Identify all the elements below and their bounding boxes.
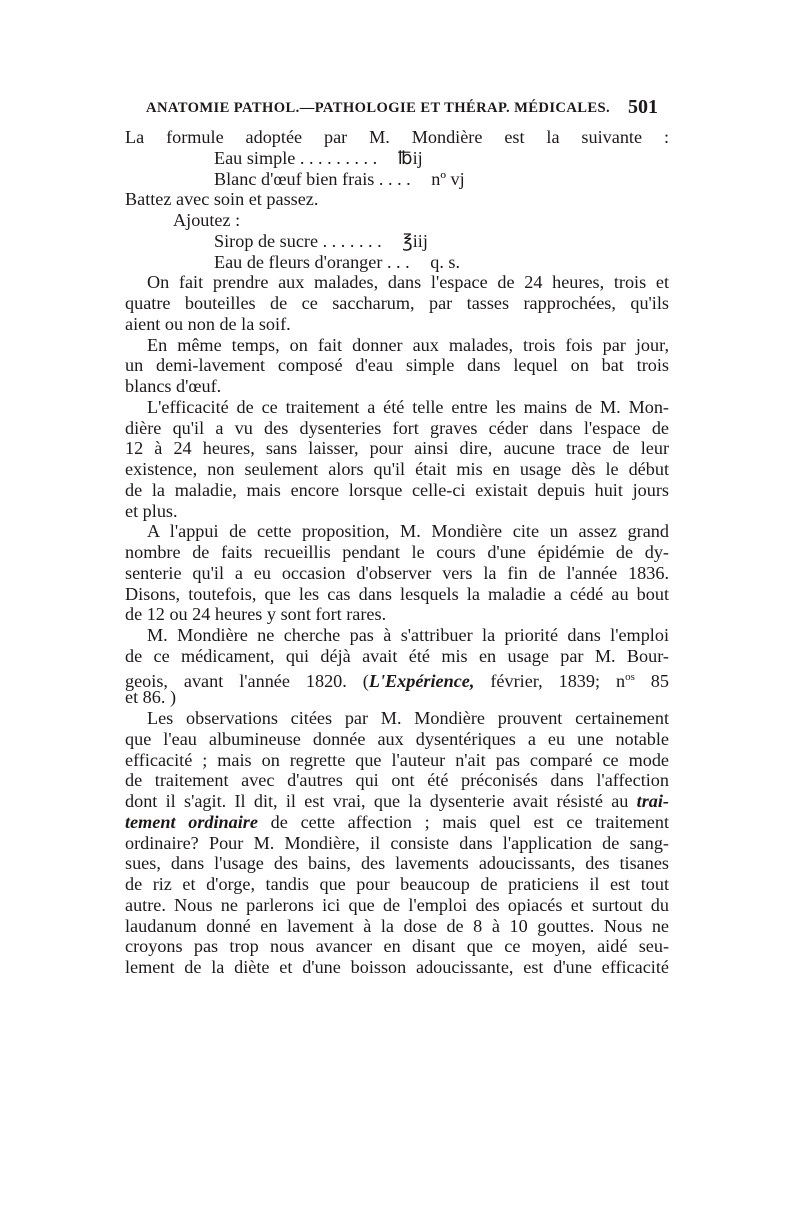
text-line: aient ou non de la soif. [125,313,291,334]
citation-line [125,667,669,691]
recipe-line [125,252,669,273]
text-segment: dont il s'agit. Il dit, il est vrai, que la dysenterie avait résisté au [125,791,637,811]
text-line: dière qu'il a vu des dysenteries fort graves céder dans l'espace de [125,417,669,438]
citation-date: février, 1839; n [474,670,626,691]
text-line [125,812,669,833]
text-line: A l'appui de cette proposition, M. Mondière cite un assez grand [147,521,669,542]
text-line [125,791,669,812]
emphasis-text: tement ordinaire [125,811,258,832]
ingredient-dose: ℔ij [397,147,423,168]
text-line: croyons pas trop nous avancer en disant que ce moyen, aidé seu- [125,936,669,957]
text-line: On fait prendre aux malades, dans l'espace de 24 heures, trois et [147,272,669,293]
text-line: senterie qu'il a eu occasion d'observer vers la fin de l'année 1836. [125,562,669,583]
text-line: laudanum donné en lavement à la dose de 8 à 10 gouttes. Nous ne [125,915,669,936]
recipe-line [125,148,669,169]
text-line: autre. Nous ne parlerons ici que de l'emploi des opiacés et surtout du [125,894,669,915]
text-line: En même temps, on fait donner aux malades, trois fois par jour, [147,334,669,355]
text-line: M. Mondière ne cherche pas à s'attribuer la priorité dans l'emploi [147,625,669,645]
text-line: de ce médicament, qui déjà avait été mis en usage par M. Bour- [125,645,669,666]
page-header [146,96,658,124]
text-segment: de cette affection ; mais quel est ce traitement [257,811,670,832]
ingredient-label: Eau de fleurs d'oranger . . . [214,251,410,272]
text-line: et plus. [125,500,178,521]
recipe-line [125,169,669,190]
recipe-line [125,231,669,252]
text-line: Battez avec soin et passez. [125,189,319,210]
text-line: Disons, toutefois, que les cas dans lesquels la maladie a cédé au bout [125,583,669,604]
text-line: de la maladie, mais encore lorsque celle-ci existait depuis huit jours [125,479,669,500]
text-line: de traitement avec d'autres qui ont été préconisés dans l'affection [125,770,669,791]
ingredient-dose: nº vj [431,168,465,189]
running-head: ANATOMIE PATHOL.—PATHOLOGIE ET THÉRAP. MÉDICALES. [146,100,611,116]
text-line: sues, dans l'usage des bains, des lavements adoucissants, des tisanes [125,853,669,874]
text-line: Les observations citées par M. Mondière prouvent certainement [147,708,669,728]
ingredient-label: Eau simple . . . . . . . . . [214,147,378,168]
page-number: 501 [628,96,658,118]
text-line: blancs d'œuf. [125,376,222,396]
text-line: de 12 ou 24 heures y sont fort rares. [125,604,387,625]
text-line: lement de la diète et d'une boisson adoucissante, est d'une efficacité [125,957,669,977]
issue-abbrev: os [625,670,635,683]
text-line: L'efficacité de ce traitement a été telle entre les mains de M. Mon- [147,396,669,417]
text-line: un demi-lavement composé d'eau simple dans lequel on bat trois [125,355,669,376]
ingredient-label: Blanc d'œuf bien frais . . . . [214,168,411,189]
text-line: quatre bouteilles de ce saccharum, par tasses rapprochées, qu'ils [125,293,669,313]
text-line: 12 à 24 heures, sans laisser, pour ainsi dire, aucune trace de leur [125,438,669,459]
text-line: existence, non seulement alors qu'il était mis en usage dès le début [125,459,669,479]
text-line: et 86. ) [125,687,177,708]
ingredient-dose: q. s. [430,251,461,272]
ingredient-label: Sirop de sucre . . . . . . . [214,230,382,251]
text-line: nombre de faits recueillis pendant le cours d'une épidémie de dy- [125,542,669,562]
text-line: La formule adoptée par M. Mondière est la suivante : [125,127,669,147]
issue-number: 85 [634,670,669,691]
text-line: Ajoutez : [173,210,241,230]
body-text [125,127,669,978]
emphasis-text: trai- [636,791,669,811]
journal-title: L'Expérience, [368,670,475,691]
text-line: efficacité ; mais on regrette que l'auteur n'ait pas comparé ce mode [125,749,669,770]
citation-text: geois, avant l'année 1820. ( [125,670,369,691]
text-line: que l'eau albumineuse donnée aux dysentériques a eu une notable [125,728,669,749]
text-line: de riz et d'orge, tandis que pour beaucoup de praticiens il est tout [125,874,669,894]
ingredient-dose: ℥iij [402,230,428,251]
text-line: ordinaire? Pour M. Mondière, il consiste dans l'application de sang- [125,832,669,853]
